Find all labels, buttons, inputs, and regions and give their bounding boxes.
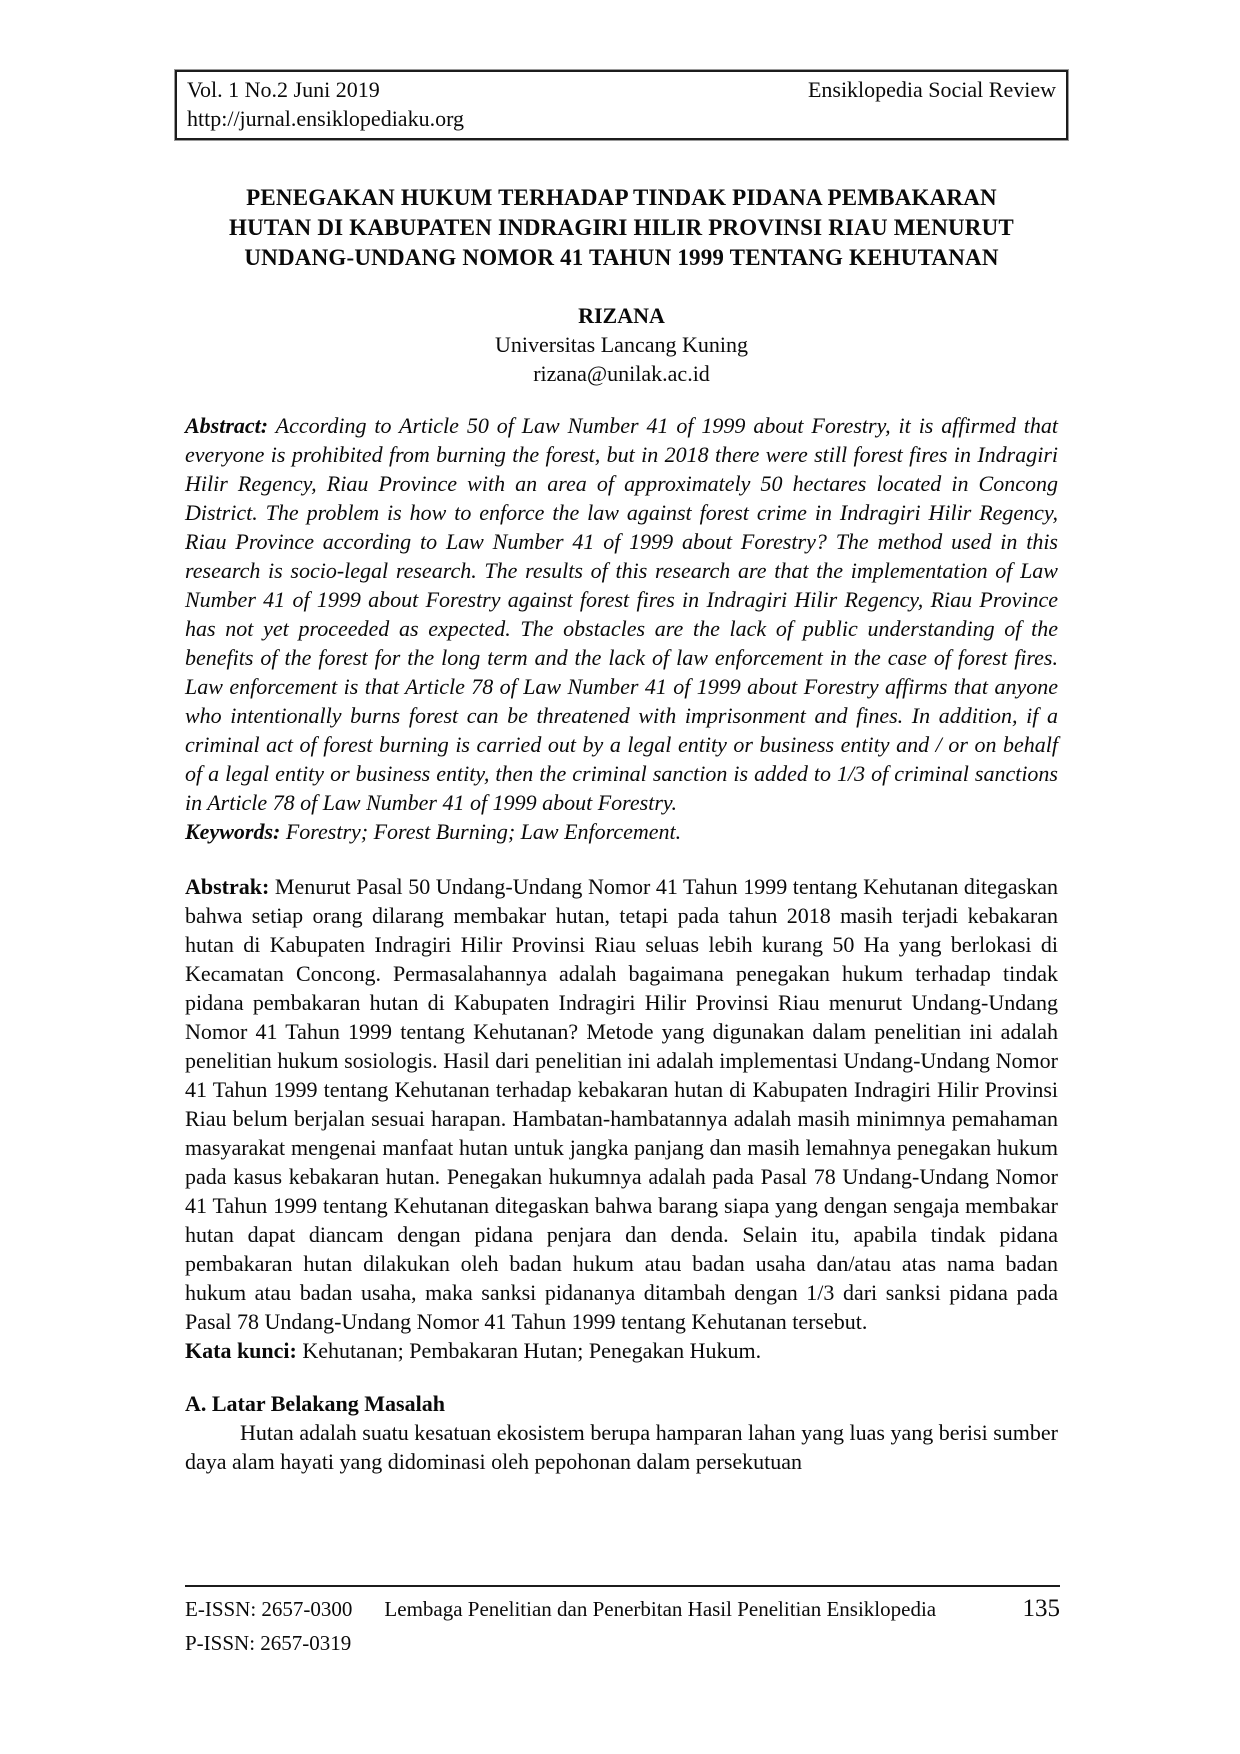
journal-name: Ensiklopedia Social Review <box>807 77 1056 102</box>
abstract-text: According to Article 50 of Law Number 41 of 1999 about Forestry, it is affirmed that everyone is prohibited from burning the forest, but in 2018 there were still forest fires in Indragiri Hilir Regency, Riau Province with an area of approximately 50 hectares located in Concong District. The problem is how to enforce the law against forest crime in Indragiri Hilir Regency, Riau Province according to Law Number 41 of 1999 about Forestry? The method used in this research is socio-legal research. The results of this research are that the implementation of Law Number 41 of 1999 about Forestry against forest fires in Indragiri Hilir Regency, Riau Province has not yet proceeded as expected. The obstacles are the lack of public understanding of the benefits of the forest for the long term and the lack of law enforcement in the case of forest fires. Law enforcement is that Article 78 of Law Number 41 of 1999 about Forestry affirms that anyone who intentionally burns forest can be threatened with imprisonment and fines. In addition, if a criminal act of forest burning is carried out by a legal entity or business entity and / or on behalf of a legal entity or business entity, then the criminal sanction is added to 1/3 of criminal sanctions in Article 78 of Law Number 41 of 1999 about Forestry. <box>185 413 1058 815</box>
page-number: 135 <box>1022 1595 1060 1622</box>
journal-url: http://jurnal.ensiklopediaku.org <box>187 106 464 131</box>
kata-kunci-label: Kata kunci: <box>185 1338 297 1363</box>
author-block <box>185 301 1058 388</box>
journal-header-row <box>187 75 1056 104</box>
keywords-label: Keywords: <box>185 819 281 844</box>
abstrak-label: Abstrak: <box>185 874 270 899</box>
page-footer <box>185 1585 1060 1660</box>
journal-header-box <box>175 70 1068 140</box>
kata-kunci-line <box>185 1336 1058 1365</box>
page-content <box>185 70 1058 1476</box>
article-title-line-1: PENEGAKAN HUKUM TERHADAP TINDAK PIDANA PEMBAKARAN <box>246 185 997 210</box>
footer-eissn: E-ISSN: 2657-0300 <box>185 1597 353 1621</box>
abstract-indonesian <box>185 872 1058 1365</box>
author-name: RIZANA <box>578 303 665 328</box>
author-affiliation: Universitas Lancang Kuning <box>495 332 748 357</box>
abstrak-text: Menurut Pasal 50 Undang-Undang Nomor 41 Tahun 1999 tentang Kehutanan ditegaskan bahwa setiap orang dilarang membakar hutan, tetapi pada tahun 2018 masih terjadi kebakaran hutan di Kabupaten Indragiri Hilir Provinsi Riau seluas lebih kurang 50 Ha yang berlokasi di Kecamatan Concong. Permasalahannya adalah bagaimana penegakan hukum terhadap tindak pidana pembakaran hutan di Kabupaten Indragiri Hilir Provinsi Riau menurut Undang-Undang Nomor 41 Tahun 1999 tentang Kehutanan? Metode yang digunakan dalam penelitian ini adalah penelitian hukum sosiologis. Hasil dari penelitian ini adalah implementasi Undang-Undang Nomor 41 Tahun 1999 tentang Kehutanan terhadap kebakaran hutan di Kabupaten Indragiri Hilir Provinsi Riau belum berjalan sesuai harapan. Hambatan-hambatannya adalah masih minimnya pemahaman masyarakat mengenai manfaat hutan untuk jangka panjang dan masih lemahnya penegakan hukum pada kasus kebakaran hutan. Penegakan hukumnya adalah pada Pasal 78 Undang-Undang Nomor 41 Tahun 1999 tentang Kehutanan ditegaskan bahwa barang siapa yang dengan sengaja membakar hutan dapat diancam dengan pidana penjara dan denda. Selain itu, apabila tindak pidana pembakaran hutan dilakukan oleh badan hukum atau badan usaha dan/atau atas nama badan hukum atau badan usaha, maka sanksi pidananya ditambah dengan 1/3 dari sanksi pidana pada Pasal 78 Undang-Undang Nomor 41 Tahun 1999 tentang Kehutanan tersebut. <box>185 874 1059 1334</box>
article-title-line-2: HUTAN DI KABUPATEN INDRAGIRI HILIR PROVINSI RIAU MENURUT <box>229 215 1014 240</box>
kata-kunci-text: Kehutanan; Pembakaran Hutan; Penegakan Hukum. <box>302 1338 762 1363</box>
author-email: rizana@unilak.ac.id <box>533 361 710 386</box>
volume-info: Vol. 1 No.2 Juni 2019 <box>187 77 380 102</box>
footer-pissn: P-ISSN: 2657-0319 <box>185 1631 352 1655</box>
footer-row-1 <box>185 1592 1060 1626</box>
article-title <box>185 183 1058 273</box>
section-heading: A. Latar Belakang Masalah <box>185 1391 445 1416</box>
keywords-text: Forestry; Forest Burning; Law Enforcement. <box>285 819 682 844</box>
abstract-english <box>185 411 1058 846</box>
footer-publisher: Lembaga Penelitian dan Penerbitan Hasil Penelitian Ensiklopedia <box>384 1597 937 1621</box>
keywords-line <box>185 817 1058 846</box>
abstract-label: Abstract: <box>185 413 269 438</box>
article-title-line-3: UNDANG-UNDANG NOMOR 41 TAHUN 1999 TENTANG KEHUTANAN <box>244 245 999 270</box>
section-paragraph: Hutan adalah suatu kesatuan ekosistem berupa hamparan lahan yang luas yang berisi sumber daya alam hayati yang didominasi oleh pepohonan dalam persekutuan <box>185 1420 1058 1474</box>
